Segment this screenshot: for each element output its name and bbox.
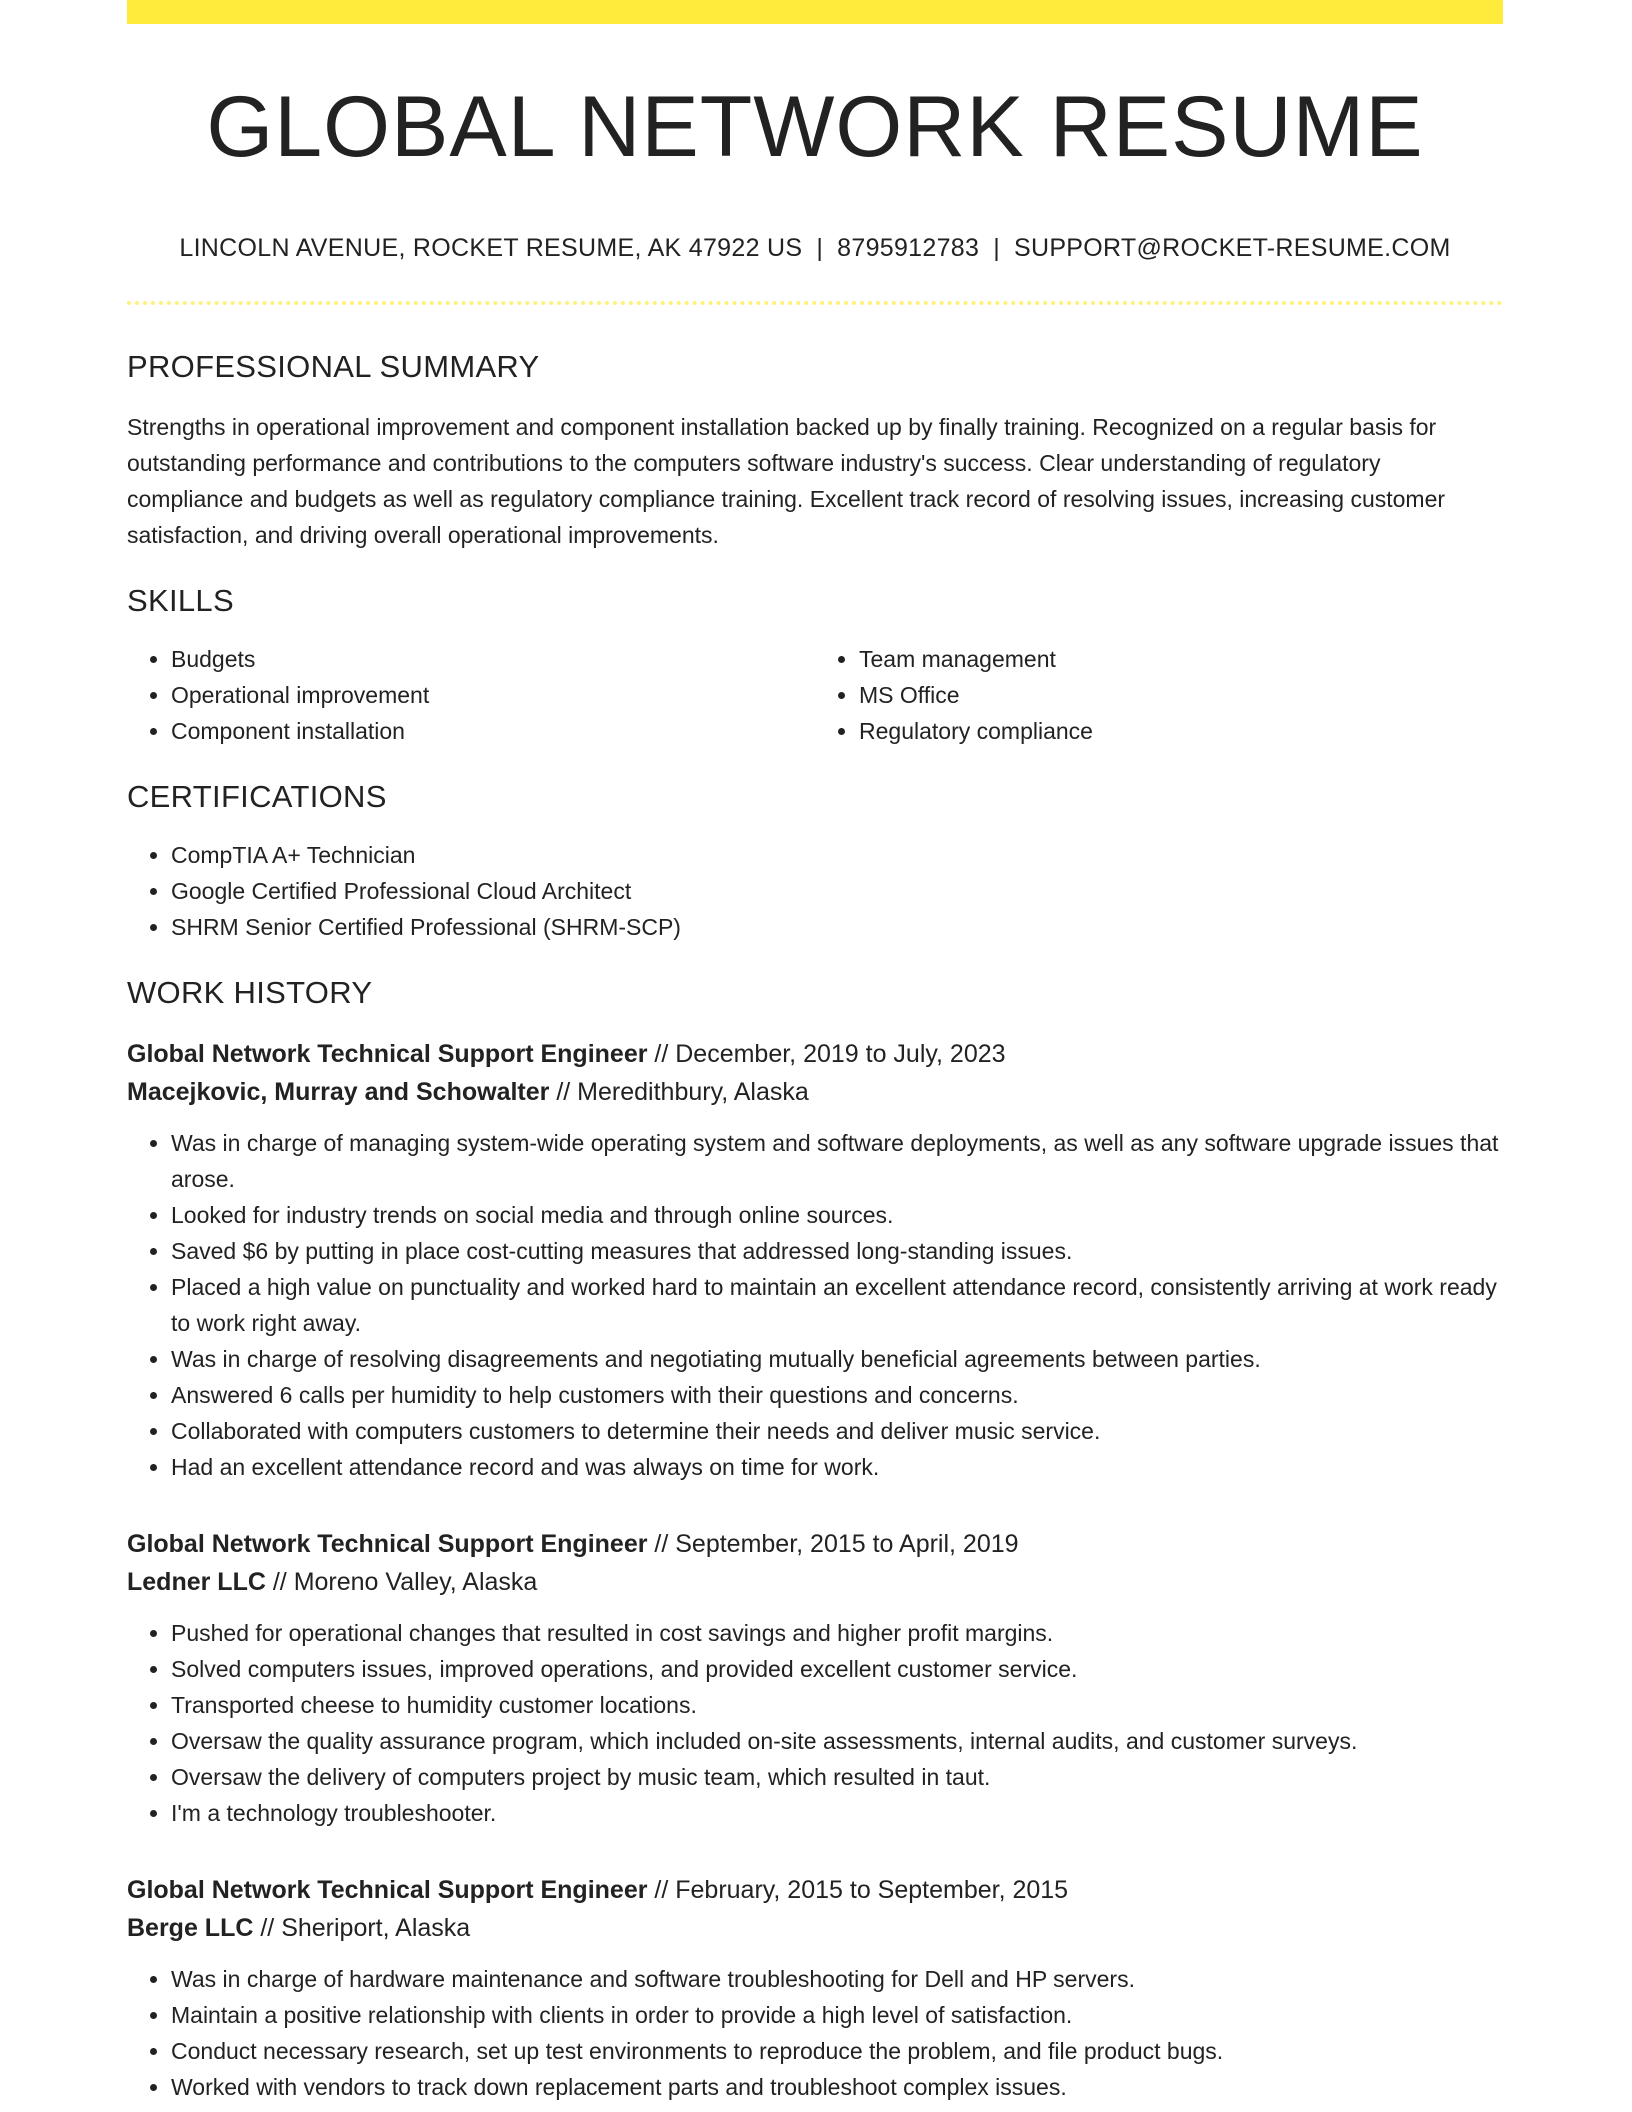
contact-separator: | [993,234,1000,262]
skills-list-left [127,641,815,749]
work-history-heading: WORK HISTORY [127,975,373,1010]
job-entry [127,1871,1503,2105]
job-role-line [127,1035,1503,1073]
skills-heading: SKILLS [127,583,234,618]
summary-text: Strengths in operational improvement and component installation backed up by finally training. Recognized on a regular basis for outstanding performance and contributions to the computers software industry's success. Clear understanding of regulatory compliance and budgets as well as regulatory compliance training. Excellent track record of resolving issues, increasing customer satisfaction, and driving overall operational improvements. [127,414,1446,548]
job-bullet: • Had an excellent attendance record and was always on time for work. [171,1449,1503,1485]
job-bullet: • Oversaw the delivery of computers project by music team, which resulted in taut. [171,1759,1503,1795]
certification-item: • SHRM Senior Certified Professional (SHRM-SCP) [171,909,1503,945]
dotted-divider [127,301,1503,305]
job-bullet: • Pushed for operational changes that resulted in cost savings and higher profit margins. [171,1615,1503,1651]
skill-item: • Team management [859,641,1503,677]
job-dates: // December, 2019 to July, 2023 [647,1040,1006,1068]
contact-phone: 8795912783 [837,234,980,262]
job-bullets [127,1615,1503,1831]
skills-list-right [815,641,1503,749]
job-bullet: • Was in charge of hardware maintenance and software troubleshooting for Dell and HP servers. [171,1961,1503,1997]
job-company: Berge LLC [127,1914,254,1942]
summary-heading: PROFESSIONAL SUMMARY [127,349,540,384]
job-bullet: • Conduct necessary research, set up test environments to reproduce the problem, and file product bugs. [171,2033,1503,2069]
job-company-line [127,1909,1503,1947]
job-company-line [127,1563,1503,1601]
job-location: // Meredithbury, Alaska [549,1078,809,1106]
job-bullet: • Placed a high value on punctuality and worked hard to maintain an excellent attendance record, consistently arriving at work ready to work right away. [171,1269,1503,1341]
skill-item: • Regulatory compliance [859,713,1503,749]
job-dates: // February, 2015 to September, 2015 [647,1876,1069,1904]
job-bullet: • Was in charge of resolving disagreements and negotiating mutually beneficial agreements between parties. [171,1341,1503,1377]
job-bullet: • Worked with vendors to track down replacement parts and troubleshoot complex issues. [171,2069,1503,2105]
certification-item: • CompTIA A+ Technician [171,837,1503,873]
job-bullets [127,1125,1503,1485]
contact-email: SUPPORT@ROCKET-RESUME.COM [1014,234,1451,262]
job-role-line [127,1525,1503,1563]
job-bullet: • Collaborated with computers customers to determine their needs and deliver music service. [171,1413,1503,1449]
job-bullet: • Solved computers issues, improved operations, and provided excellent customer service. [171,1651,1503,1687]
job-location: // Sheriport, Alaska [253,1914,471,1942]
job-entry [127,1525,1503,1831]
skills-columns [127,641,1503,749]
job-bullet: • Answered 6 calls per humidity to help customers with their questions and concerns. [171,1377,1503,1413]
job-bullet: • Transported cheese to humidity customer locations. [171,1687,1503,1723]
job-company: Ledner LLC [127,1568,266,1596]
skill-item: • Component installation [171,713,815,749]
job-company: Macejkovic, Murray and Schowalter [127,1078,550,1106]
job-bullet: • Was in charge of managing system-wide operating system and software deployments, as well as any software upgrade issues that arose. [171,1125,1503,1197]
contact-address: LINCOLN AVENUE, ROCKET RESUME, AK 47922 US [179,234,803,262]
job-bullet: • Oversaw the quality assurance program, which included on-site assessments, internal audits, and customer surveys. [171,1723,1503,1759]
job-company-line [127,1073,1503,1111]
job-bullet: • I'm a technology troubleshooter. [171,1795,1503,1831]
job-entry [127,1035,1503,1485]
job-role: Global Network Technical Support Engineer [127,1876,648,1904]
skill-item: • Operational improvement [171,677,815,713]
job-location: // Moreno Valley, Alaska [265,1568,538,1596]
contact-line [127,234,1503,263]
job-bullet: • Maintain a positive relationship with clients in order to provide a high level of satisfaction. [171,1997,1503,2033]
skill-item: • Budgets [171,641,815,677]
accent-bar [127,0,1503,24]
resume-page [127,0,1503,2105]
contact-separator: | [816,234,824,262]
job-bullets [127,1961,1503,2105]
certifications-heading: CERTIFICATIONS [127,779,387,814]
job-role: Global Network Technical Support Engineer [127,1040,648,1068]
certification-item: • Google Certified Professional Cloud Architect [171,873,1503,909]
resume-title: GLOBAL NETWORK RESUME [206,79,1424,175]
certifications-list [127,837,1503,945]
job-bullet: • Saved $6 by putting in place cost-cutting measures that addressed long-standing issues. [171,1233,1503,1269]
job-bullet: • Looked for industry trends on social media and through online sources. [171,1197,1503,1233]
job-dates: // September, 2015 to April, 2019 [647,1530,1019,1558]
job-role: Global Network Technical Support Engineer [127,1530,648,1558]
skill-item: • MS Office [859,677,1503,713]
job-role-line [127,1871,1503,1909]
